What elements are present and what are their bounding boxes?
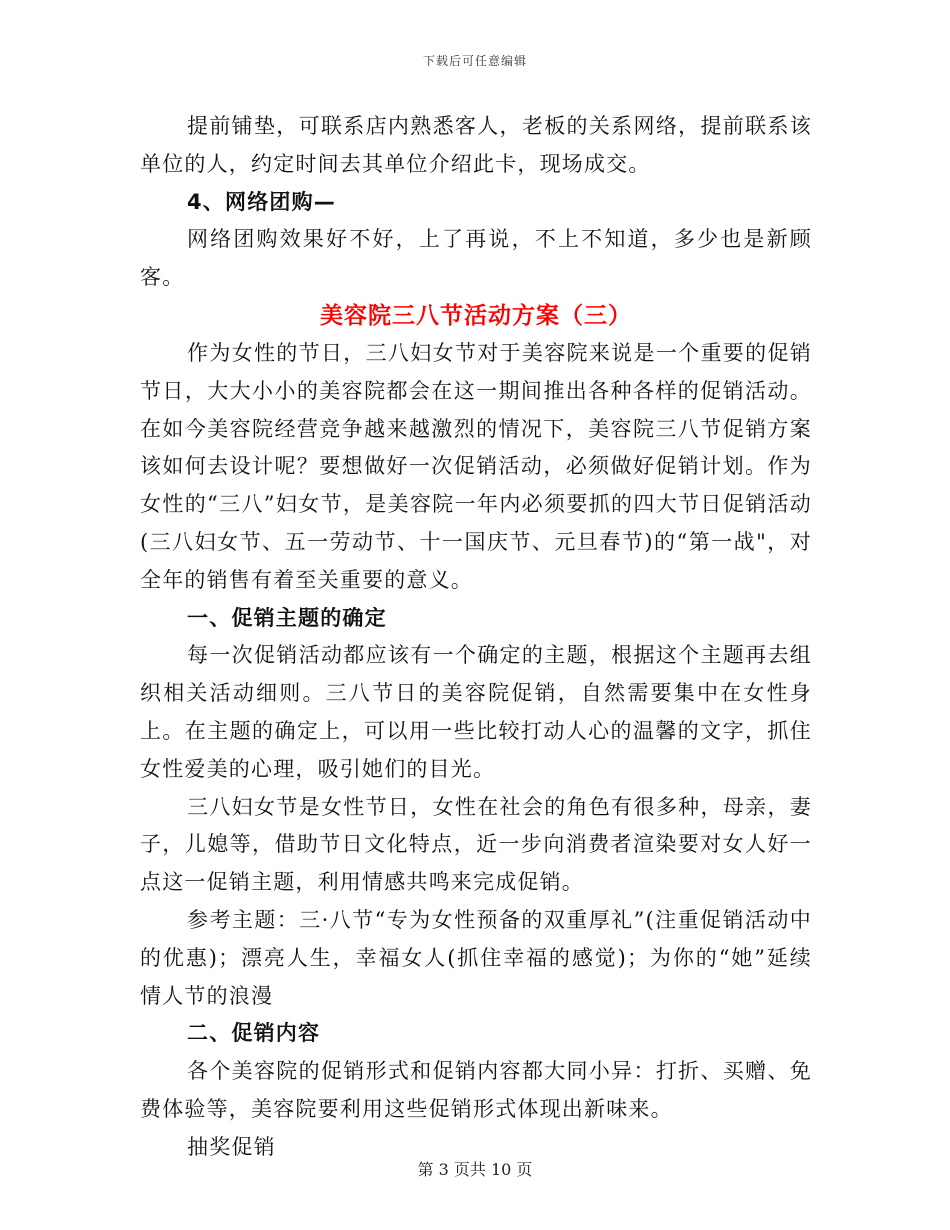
paragraph-promo-content: 各个美容院的促销形式和促销内容都大同小异：打折、买赠、免费体验等，美容院要利用这些促销形式体现出新味来。 bbox=[140, 1059, 812, 1121]
paragraph-lottery: 抽奖促销 bbox=[187, 1134, 276, 1159]
document-body bbox=[140, 108, 812, 1167]
heading-promo-theme: 一、促销主题的确定 bbox=[187, 605, 387, 630]
section-title: 美容院三八节活动方案（三） bbox=[320, 302, 632, 329]
paragraph-theme-reference: 参考主题：三·八节“专为女性预备的双重厚礼”(注重促销活动中的优惠)；漂亮人生，幸福女人(抓住幸福的感觉)；为你的“她”延续情人节的浪漫 bbox=[140, 907, 812, 1008]
paragraph-intro: 作为女性的节日，三八妇女节对于美容院来说是一个重要的促销节日，大大小小的美容院都会在这一期间推出各种各样的促销活动。在如今美容院经营竞争越来越激烈的情况下，美容院三八节促销方案该如何去设计呢？要想做好一次促销活动，必须做好促销计划。作为女性的“三八”妇女节，是美容院一年内必须要抓的四大节日促销活动(三八妇女节、五一劳动节、十一国庆节、元旦春节)的“第一战"，对全年的销售有着至关重要的意义。 bbox=[140, 340, 812, 592]
paragraph-theme-1: 每一次促销活动都应该有一个确定的主题，根据这个主题再去组织相关活动细则。三八节日的美容院促销，自然需要集中在女性身上。在主题的确定上，可以用一些比较打动人心的温馨的文字，抓住女性爱美的心理，吸引她们的目光。 bbox=[140, 643, 812, 781]
paragraph-network-groupbuy: 网络团购效果好不好，上了再说，不上不知道，多少也是新顾客。 bbox=[140, 227, 812, 290]
heading-promo-content: 二、促销内容 bbox=[187, 1021, 321, 1046]
paragraph-theme-2: 三八妇女节是女性节日，女性在社会的角色有很多种，母亲，妻子，儿媳等，借助节日文化特点，近一步向消费者渲染要对女人好一点这一促销主题，利用情感共鸣来完成促销。 bbox=[140, 794, 812, 895]
heading-network-groupbuy: 4、网络团购— bbox=[187, 189, 337, 214]
page-header: 下载后可任意编辑 bbox=[422, 54, 527, 68]
page-footer: 第 3 页共 10 页 bbox=[417, 1160, 533, 1179]
paragraph-preparation: 提前铺垫，可联系店内熟悉客人，老板的关系网络，提前联系该单位的人，约定时间去其单位介绍此卡，现场成交。 bbox=[140, 114, 812, 176]
